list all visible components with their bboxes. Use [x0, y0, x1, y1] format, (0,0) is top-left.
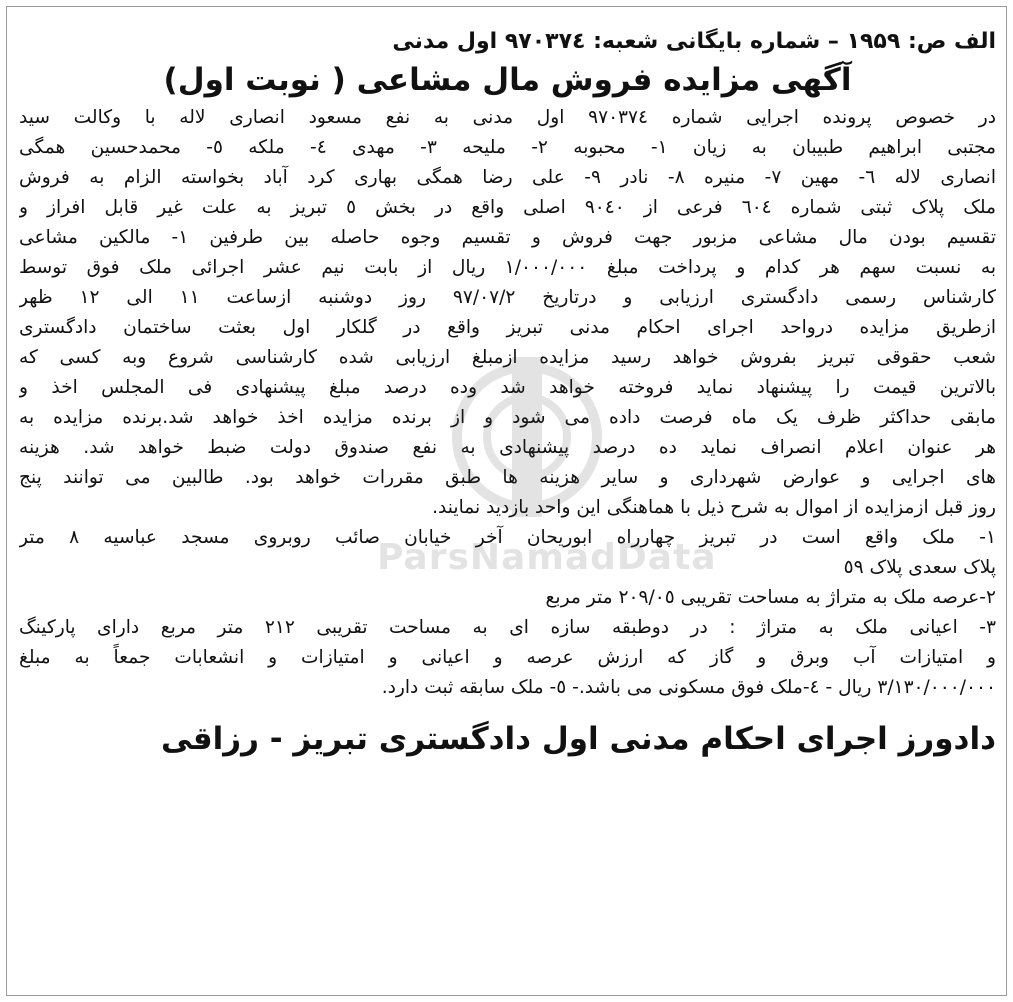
detail-line: ۲-عرصه ملک به متراژ به مساحت تقریبی ۲۰۹/۰٥ متر مربع	[545, 587, 996, 608]
body-line: مابقی حداکثر ظرف یک ماه فرصت داده می شود و از برنده مزایده اخذ خواهد شد.برنده مزایده به	[19, 407, 996, 428]
body-line: کارشناس رسمی دادگستری ارزیابی و درتاریخ ۹۷/۰۷/۲ روز دوشنبه ازساعت ۱۱ الی ۱۲ ظهر	[19, 287, 996, 308]
body-line: هر عنوان اعلام انصراف نماید ده درصد پیشنهادی به نفع صندوق دولت ضبط خواهد شد. هزینه	[19, 437, 996, 458]
body-line: شعب حقوقی تبریز بفروش خواهد رسید مزایده ازمبلغ ارزیابی شده کارشناسی شروع وبه کسی که	[19, 347, 996, 368]
notice-page	[6, 6, 1007, 996]
reference-line: الف ص: ۱۹۵۹ – شماره بایگانی شعبه: ۹۷۰۳۷٤ اول مدنی	[392, 29, 996, 54]
notice-title: آگهی مزایده فروش مال مشاعی ( نوبت اول)	[163, 62, 852, 98]
detail-line: ۳- اعیانی ملک به متراژ : در دوطبقه سازه ای به مساحت تقریبی ۲۱۲ متر مربع دارای پارکینگ	[19, 617, 996, 638]
body-line: انصاری لاله ٦- مهین ۷- منیره ۸- نادر ۹- علی رضا همگی بهاری کرد آباد بخواسته الزام به فروش	[19, 167, 996, 188]
notice-body	[19, 103, 996, 523]
detail-line: پلاک سعدی پلاک ٥۹	[843, 557, 996, 578]
watermark-text: ParsNamadData	[377, 537, 717, 578]
body-line: روز قبل ازمزایده از اموال به شرح ذیل با هماهنگی این واحد بازدید نمایند.	[432, 497, 996, 518]
body-line: تقسیم بودن مال مشاعی مزبور جهت فروش و تقسیم وجوه حاصله بین طرفین ۱- مالکین مشاعی	[19, 227, 996, 248]
body-line: ملک پلاک ثبتی شماره ٦۰٤ فرعی از ۹۰٤۰ اصلی واقع در بخش ٥ تبریز به علت غیر قابل افراز و	[19, 197, 996, 218]
body-line: های اجرایی و عوارض شهرداری و سایر هزینه ها طبق مقررات خواهد بود. طالبین می توانند پنج	[19, 467, 996, 488]
property-details	[19, 523, 996, 703]
body-line: در خصوص پرونده اجرایی شماره ۹۷۰۳۷٤ اول مدنی به نفع مسعود انصاری لاله با وکالت سید	[19, 107, 996, 128]
body-line: به نسبت سهم هر کدام و پرداخت مبلغ ۱/۰۰۰/۰۰۰ ریال از بابت نیم عشر اجرائی ملک فوق توسط	[19, 257, 996, 278]
auction-notice	[7, 7, 1008, 761]
detail-line: ۳/۱۳۰/۰۰۰/۰۰۰ ریال - ٤-ملک فوق مسکونی می باشد.- ٥- ملک سابقه ثبت دارد.	[381, 677, 996, 698]
detail-line: ۱- ملک واقع است در تبریز چهارراه ابوریحان آخر خیابان صائب روبروی مسجد عباسیه ۸ متر	[19, 527, 996, 548]
signature-line: دادورز اجرای احکام مدنی اول دادگستری تبریز - رزاقی	[160, 721, 996, 757]
body-line: بالاترین قیمت را پیشنهاد نماید فروخته خواهد شد وده درصد مبلغ پیشنهادی فی المجلس اخذ و	[19, 377, 996, 398]
body-line: مجتبی ابراهیم طبیبان به زیان ۱- محبوبه ۲- ملیحه ۳- مهدی ٤- ملکه ٥- محمدحسین همگی	[19, 137, 996, 158]
body-line: ازطریق مزایده درواحد اجرای احکام مدنی تبریز واقع در گلکار اول بعثت ساختمان دادگستری	[19, 317, 996, 338]
detail-line: و امتیازات آب وبرق و گاز که ارزش عرصه و اعیانی و امتیازات و انشعابات جمعاً به مبلغ	[19, 647, 996, 668]
